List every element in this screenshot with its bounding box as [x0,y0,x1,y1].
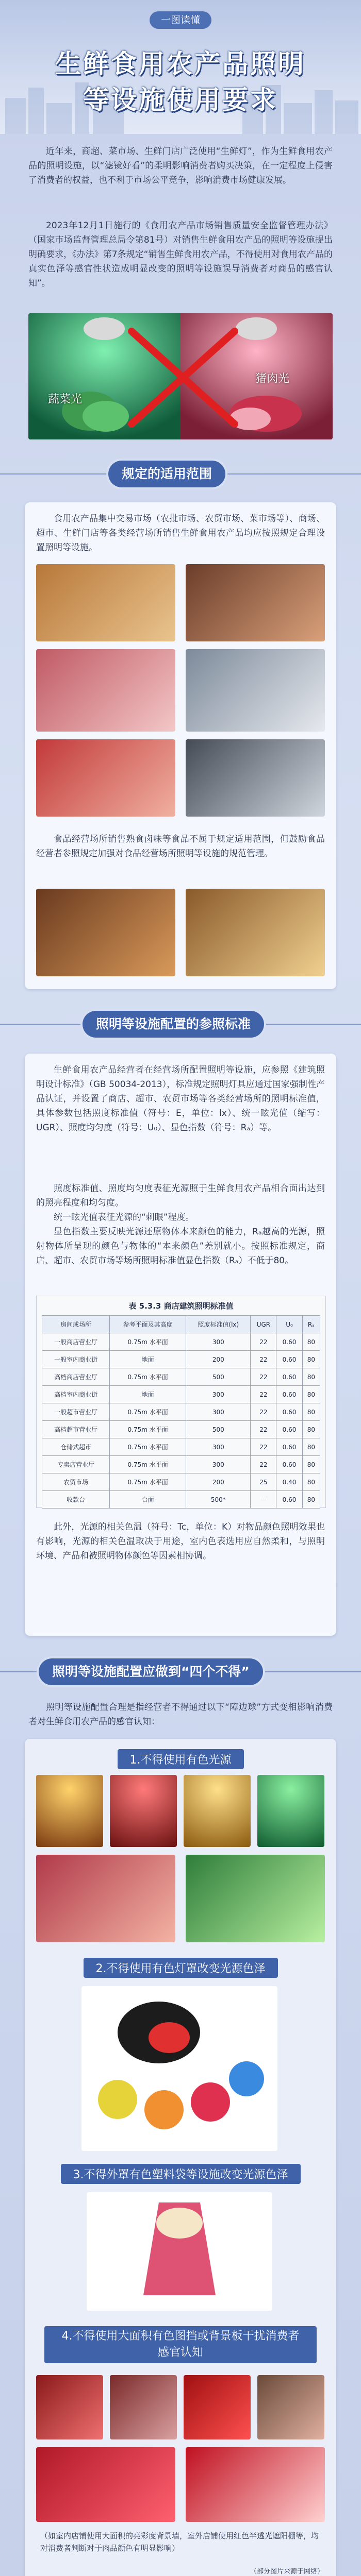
red-light-label: 猪肉光 [255,372,290,385]
table-cell: 0.75m 水平面 [110,1438,186,1456]
image-source-note: （部分图片来源于网络） [250,2568,324,2575]
table-cell: 80 [302,1333,320,1351]
meat-counter-photo [36,649,175,732]
market-photo-1 [36,564,175,641]
section2-header [0,1004,361,1045]
table-cell: 500* [186,1491,251,1509]
table-cell: 80 [302,1421,320,1438]
produce-stall-photo [36,739,175,817]
market-photo-2 [186,564,325,641]
deli-food-photo-1 [36,889,175,976]
table-cell: 22 [251,1351,276,1368]
table-cell: 0.75m 水平面 [110,1421,186,1438]
table-cell: 22 [251,1403,276,1421]
table-cell: 台面 [110,1491,186,1509]
rule4-photo-6 [186,2447,325,2522]
table-header-cell: UGR [251,1316,276,1333]
table-cell: 收款台 [42,1491,110,1509]
section2-text2: 照度标准值、照度均匀度表征光源照于生鲜食用农产品相合面出达到的照亮程度和均匀度。 [36,1183,325,1208]
supermarket-photo [186,649,325,732]
table-row [42,1351,320,1368]
rule4-note: （如室内店铺使用大面积的亮彩度背景墙，室外店铺使用红色半透光遮阳棚等，均对消费者判断对于肉品颜色有明显影响） [40,2531,319,2553]
rule2-colored-lampshade-image [81,1986,277,2151]
table-cell: 0.75m 水平面 [110,1456,186,1473]
table-cell: 0.60 [276,1456,302,1473]
table-cell: 22 [251,1333,276,1351]
rule1-caption: 1.不得使用有色光源 [25,1749,336,1769]
rule4-photo-2 [110,2375,177,2439]
section1-header [0,453,361,495]
table-cell: 0.75m 水平面 [110,1403,186,1421]
table-row [42,1386,320,1403]
table-cell: 0.60 [276,1386,302,1403]
table-cell: 200 [186,1351,251,1368]
table-row [42,1491,320,1509]
table-header-cell: 照度标准值(lx) [186,1316,251,1333]
table-cell: 80 [302,1456,320,1473]
rule1-light-yellow [36,1775,103,1847]
table-cell: 80 [302,1368,320,1386]
table-header-cell: 参考平面及其高度 [110,1316,186,1333]
table-row [42,1421,320,1438]
table-cell: 22 [251,1438,276,1456]
table-cell: 80 [302,1351,320,1368]
table-cell: 300 [186,1403,251,1421]
table-row [42,1456,320,1473]
table-cell: 地面 [110,1351,186,1368]
section2-text4: 显色指数主要反映光源还原物体本来颜色的能力，Rₐ越高的光源，照射物体所呈现的颜色与物体的“本来颜色”差别就小。按照标准规定，商店、超市、农贸市场等场所照明标准值显色指数（Rₐ）不低于80。 [36,1227,325,1266]
table-cell: 300 [186,1456,251,1473]
page-title-line1: 生鲜食用农产品照明 [55,49,306,79]
fresh-store-photo [186,739,325,817]
table-cell: 22 [251,1386,276,1403]
rule4-photo-1 [36,2375,103,2439]
header-tag: 一图读懂 [150,11,211,29]
table-cell: 0.60 [276,1421,302,1438]
lights-comparison-image [28,313,333,439]
header-banner [0,0,361,134]
page-title-line2: 等设施使用要求 [83,85,278,115]
table-cell: 0.60 [276,1403,302,1421]
rule1-light-red [110,1775,177,1847]
section2-text5: 此外，光源的相关色温（符号：Tc，单位：K）对物品颜色照明效果也有影响，光源的相关色温取决于用途，室内色表选用应自然柔和，与照明环境、产品和被照明物体颜色等因素相协调。 [36,1522,325,1561]
section1-card [25,502,336,989]
table-cell: 300 [186,1438,251,1456]
table-cell: 0.60 [276,1368,302,1386]
table-cell: 0.60 [276,1438,302,1456]
table-cell: 0.60 [276,1333,302,1351]
table-row [42,1368,320,1386]
table-caption: 表 5.3.3 商店建筑照明标准值 [128,1301,234,1311]
table-cell: 0.75m 水平面 [110,1333,186,1351]
table-cell: 0.75m 水平面 [110,1368,186,1386]
table-cell: 22 [251,1368,276,1386]
table-header-cell: Rₐ [302,1316,320,1333]
rule4-photo-5 [36,2447,175,2522]
table-cell: 0.60 [276,1491,302,1509]
section3-card [25,1739,336,2576]
table-row [42,1403,320,1421]
rule3-plastic-bag-image [87,2192,272,2311]
table-cell: 一般超市营业厅 [42,1403,110,1421]
table-cell: 80 [302,1438,320,1456]
rule4-caption: 4.不得使用大面积有色图挡或背景板干扰消费者感官认知 [25,2326,336,2363]
table-cell: 0.75m 水平面 [110,1473,186,1491]
rule4-photo-3 [184,2375,251,2439]
section1-text2: 食品经营场所销售熟食卤味等食品不属于规定适用范围，但鼓励食品经营者参照规定加强对食品经营场所照明等设施的规范管理。 [36,834,325,859]
section1-title: 规定的适用范围 [108,461,225,487]
rule4-photo-4 [257,2375,324,2439]
table-cell: 500 [186,1421,251,1438]
table-cell: — [251,1491,276,1509]
table-header-cell: U₀ [276,1316,302,1333]
table-cell: 300 [186,1386,251,1403]
table-cell: 专卖店营业厅 [42,1456,110,1473]
table-cell: 80 [302,1491,320,1509]
table-cell: 200 [186,1473,251,1491]
intro-paragraph-1: 近年来，商超、菜市场、生鲜门店广泛使用“生鲜灯”，作为生鲜食用农产品的照明设施，以“滤镜好看”的柔明影响消费者购买决策，在一定程度上侵害了消费者的权益，也不利于市场公平竞争，影响消费市场健康发展。 [28,146,333,185]
section2-text1: 生鲜食用农产品经营者在经营场所配置照明等设施，应参照《建筑照明设计标准》（GB 50034-2013），标准规定照明灯具应通过国家强制性产品认证，并设置了商店、超市、农贸市场等各类经营场所的照明标准值，具体参数包括照度标准值（符号：E，单位：lx）、统一眩光值（缩写：UGR）、照度均匀度（符号：U₀）、显色指数（符号：Rₐ）等。 [36,1065,325,1133]
table-cell: 25 [251,1473,276,1491]
section3-title: 照明等设施配置应做到“四个不得” [39,1658,263,1685]
intro-paragraph-2: 2023年12月1日施行的《食用农产品市场销售质量安全监督管理办法》（国家市场监督管理总局令第81号）对销售生鲜食用农产品的照明等设施提出明确要求，《办法》第7条规定“销售生鲜食用农产品，不得使用对食用农产品的真实色泽等感官性状造成明显改变的照明等设施误导消费者对商品的感官认知”。 [28,221,333,289]
table-cell: 80 [302,1386,320,1403]
rule1-photo-meat [36,1855,175,1942]
table-cell: 高档超市营业厅 [42,1421,110,1438]
section3-intro: 照明等设施配置合理是指经营者不得通过以下“障边球”方式变相影响消费者对生鲜食用农产品的感官认知： [28,1702,333,1727]
standards-table-wrap [36,1296,326,1508]
section1-text1: 食用农产品集中交易市场（农批市场、农贸市场、菜市场等）、商场、超市、生鲜门店等各类经营场所销售生鲜食用农产品均应按照规定合理设置照明等设施。 [36,514,325,553]
table-cell: 高档商店营业厅 [42,1368,110,1386]
section2-text3: 统一眩光值表征光源的“刺眼”程度。 [54,1212,194,1223]
table-cell: 0.60 [276,1351,302,1368]
table-cell: 高档室内商业街 [42,1386,110,1403]
table-cell: 0.40 [276,1473,302,1491]
table-row [42,1438,320,1456]
rule1-photo-veg [186,1855,325,1942]
table-cell: 仓储式超市 [42,1438,110,1456]
rule1-light-warm [184,1775,251,1847]
standards-table [42,1315,320,1509]
green-light-label: 蔬菜光 [48,393,83,406]
table-cell: 500 [186,1368,251,1386]
table-cell: 一般室内商业街 [42,1351,110,1368]
table-cell: 地面 [110,1386,186,1403]
table-cell: 一般商店营业厅 [42,1333,110,1351]
table-cell: 22 [251,1456,276,1473]
table-cell: 农贸市场 [42,1473,110,1491]
section2-title: 照明等设施配置的参照标准 [83,1011,264,1038]
rule1-light-green [257,1775,324,1847]
rule2-caption: 2.不得使用有色灯罩改变光源色泽 [25,1958,336,1978]
section3-header [0,1651,361,1692]
section2-card [25,1054,336,1636]
table-cell: 80 [302,1473,320,1491]
table-header-cell: 房间或场所 [42,1316,110,1333]
table-cell: 80 [302,1403,320,1421]
table-cell: 22 [251,1421,276,1438]
rule3-caption: 3.不得外罩有色塑料袋等设施改变光源色泽 [25,2164,336,2184]
table-row [42,1473,320,1491]
table-row [42,1333,320,1351]
deli-food-photo-2 [186,889,325,976]
table-cell: 300 [186,1333,251,1351]
